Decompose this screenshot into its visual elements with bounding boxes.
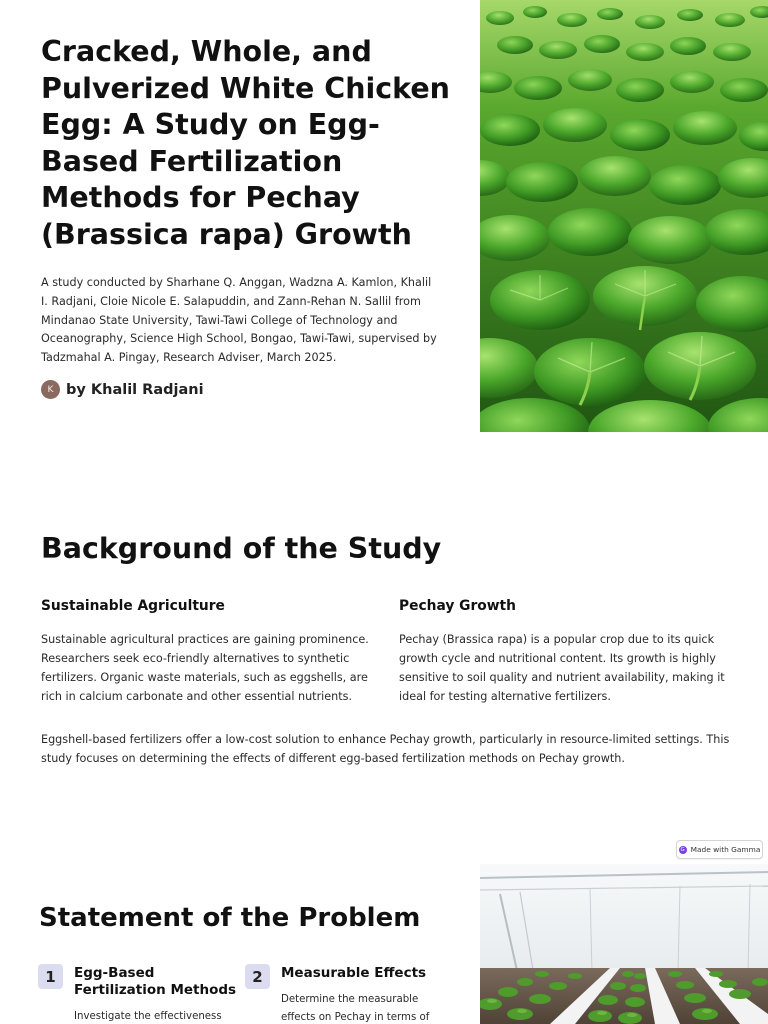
author-byline [41,380,204,399]
sustainable-agriculture-column [41,598,376,706]
step-heading: Egg-Based Fertilization Methods [74,965,237,998]
gamma-logo-icon: G [680,846,685,853]
column-text: Sustainable agricultural practices are gaining prominence. Researchers seek eco-friendly alternatives to synthetic fertilizers. Organic waste materials, such as eggshells, are rich in calcium carbonate and other essential nutrients. [41,633,369,703]
step-number-badge: 2 [245,964,270,989]
made-with-gamma-badge[interactable] [676,840,763,859]
page-title: Cracked, Whole, and Pulverized White Chicken Egg: A Study on Egg-Based Fertilization Methods for Pechay (Brassica rapa) Growth [41,35,450,251]
badge-label: Made with Gamma [690,845,761,854]
greenhouse-image [480,864,768,1024]
study-description: A study conducted by Sharhane Q. Anggan, Wadzna A. Kamlon, Khalil I. Radjani, Cloie Nicole E. Salapuddin, and Zann-Rehan N. Sallil from Mindanao State University, Tawi-Tawi College of Technology and Oceanography, Science High School, Bongao, Tawi-Tawi, supervised by Tadzmahal A. Pingay, Research Adviser, March 2025. [41,276,437,365]
pechay-growth-column [399,598,734,706]
author-name: by Khalil Radjani [66,381,204,398]
greenhouse-illustration [480,864,768,1024]
pechay-field-image [480,0,768,432]
step-number-badge: 1 [38,964,63,989]
background-title: Background of the Study [41,532,442,565]
avatar: K [41,380,60,399]
problem-title: Statement of the Problem [39,903,421,933]
column-heading: Sustainable Agriculture [41,598,225,614]
background-summary: Eggshell-based fertilizers offer a low-cost solution to enhance Pechay growth, particularly in resource-limited settings. This study focuses on determining the effects of different egg-based fertilization methods on Pechay growth. [41,733,730,765]
column-text: Pechay (Brassica rapa) is a popular crop due to its quick growth cycle and nutritional content. Its growth is highly sensitive to soil quality and nutrient availability, making it ideal for testing alternative fertilizers. [399,633,725,703]
pechay-field-illustration [480,0,768,432]
step-text: Investigate the effectiveness [74,1011,222,1022]
column-heading: Pechay Growth [399,598,516,614]
step-text: Determine the measurable effects on Pechay in terms of [281,994,430,1023]
step-heading: Measurable Effects [281,965,427,981]
